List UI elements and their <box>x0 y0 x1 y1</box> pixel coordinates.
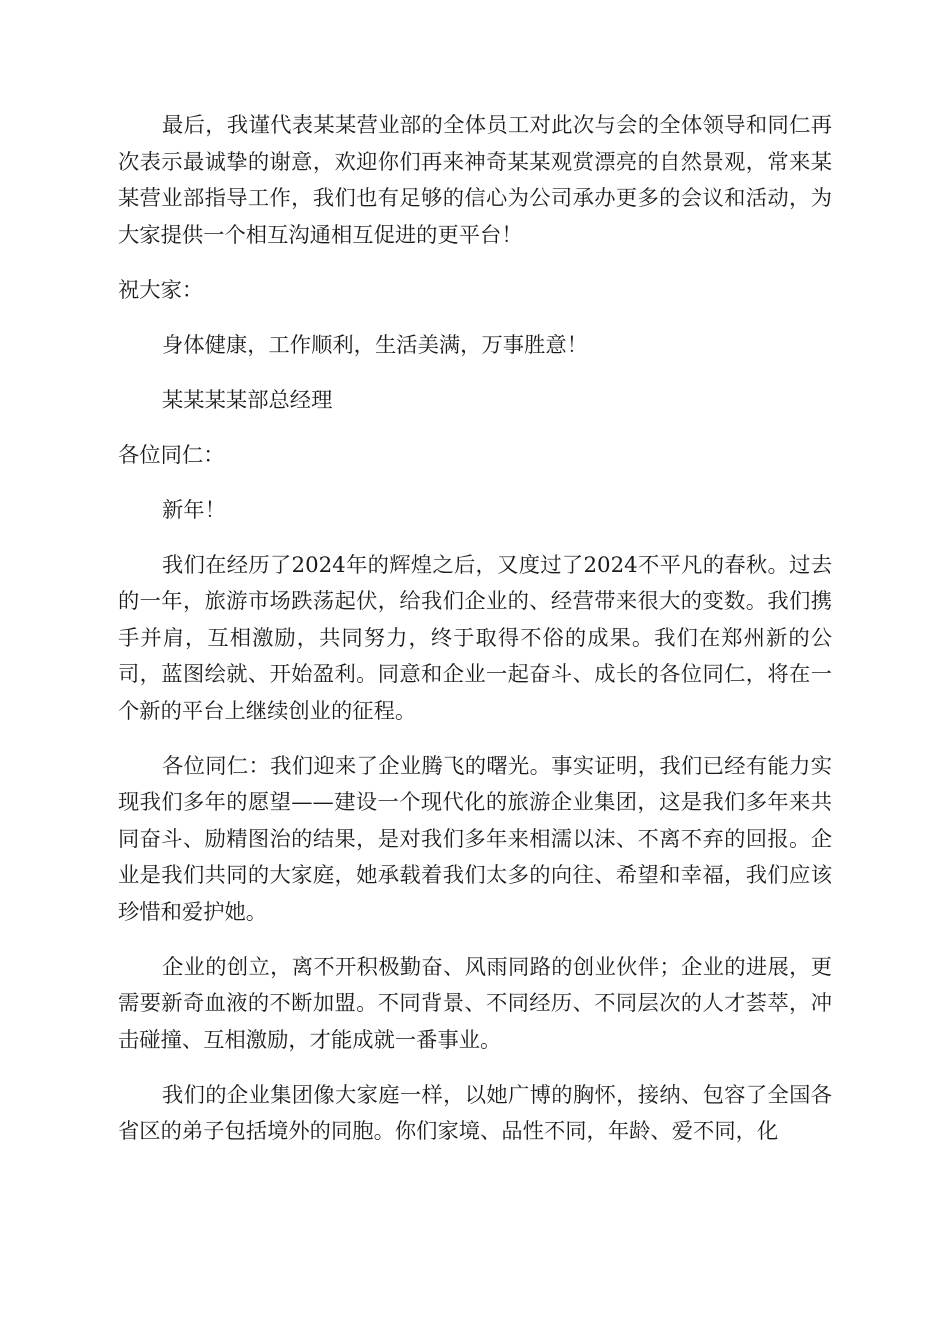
wishes-salutation: 祝大家： <box>118 277 204 303</box>
vision-paragraph: 各位同仁：我们迎来了企业腾飞的曙光。事实证明，我们已经有能力实现我们多年的愿望——建设一个现代化的旅游企业集团，这是我们多年来共同奋斗、励精图治的结果，是对我们多年来相濡以沫、不离不弃的回报。企业是我们共同的大家庭，她承载着我们太多的向往、希望和幸福，我们应该珍惜和爱护她。 <box>118 753 832 925</box>
talent-paragraph: 企业的创立，离不开积极勤奋、风雨同路的创业伙伴；企业的进展，更需要新奇血液的不断加盟。不同背景、不同经历、不同层次的人才荟萃，冲击碰撞、互相激励，才能成就一番事业。 <box>118 954 832 1053</box>
document-body <box>118 108 832 1169</box>
new-year-greeting: 新年！ <box>162 497 226 523</box>
wishes-line: 身体健康，工作顺利，生活美满，万事胜意！ <box>162 332 588 358</box>
family-paragraph: 我们的企业集团像大家庭一样，以她广博的胸怀，接纳、包容了全国各省区的弟子包括境外的同胞。你们家境、品性不同，年龄、爱不同，化 <box>118 1082 832 1144</box>
speech-salutation: 各位同仁： <box>118 442 225 468</box>
signature-title: 某某某某部总经理 <box>162 387 333 413</box>
review-paragraph: 我们在经历了2024年的辉煌之后，又度过了2024不平凡的春秋。过去的一年，旅游市场跌荡起伏，给我们企业的、经营带来很大的变数。我们携手并肩，互相激励，共同努力，终于取得不俗的成果。我们在郑州新的公司，蓝图绘就、开始盈利。同意和企业一起奋斗、成长的各位同仁，将在一个新的平台上继续创业的征程。 <box>118 552 832 724</box>
closing-thanks-paragraph: 最后，我谨代表某某营业部的全体员工对此次与会的全体领导和同仁再次表示最诚挚的谢意，欢迎你们再来神奇某某观赏漂亮的自然景观，常来某某营业部指导工作，我们也有足够的信心为公司承办更多的会议和活动，为大家提供一个相互沟通相互促进的更平台！ <box>118 113 832 248</box>
